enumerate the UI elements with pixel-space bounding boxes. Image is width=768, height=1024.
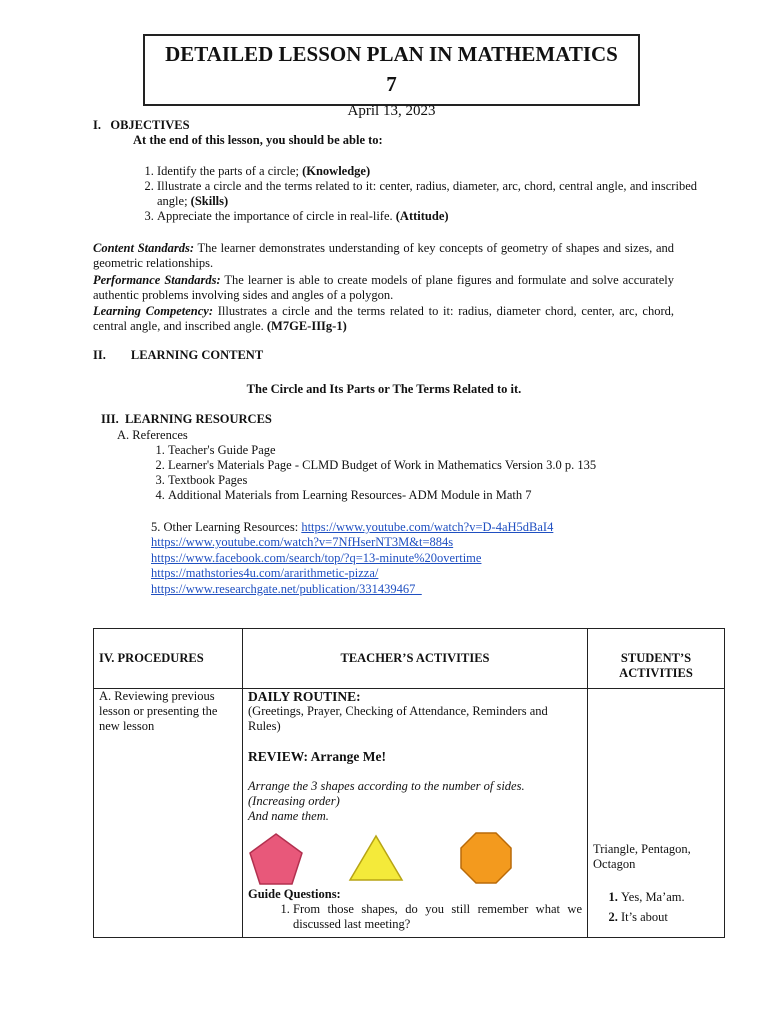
guide-questions-title: Guide Questions: (248, 887, 341, 901)
shapes-row (248, 824, 582, 886)
review-instructions: Arrange the 3 shapes according to the number of sides. (Increasing order) (248, 779, 525, 808)
student-response: 1. Yes, Ma’am. (621, 887, 719, 907)
resource-link[interactable]: https://www.youtube.com/watch?v=D-4aH5dBaI4 (301, 520, 554, 534)
learning-resources-heading: III. LEARNING RESOURCES (101, 412, 272, 426)
daily-routine-text: (Greetings, Prayer, Checking of Attendance, Reminders and Rules) (248, 704, 548, 733)
lesson-topic: The Circle and Its Parts or The Terms Related to it. (246, 382, 522, 396)
objectives-heading: I. OBJECTIVES (93, 118, 190, 132)
student-responses-list (593, 887, 719, 927)
pentagon-shape (248, 832, 304, 886)
guide-questions-list (248, 902, 582, 932)
student-answer: Triangle, Pentagon, Octagon (593, 842, 691, 871)
triangle-shape (348, 834, 404, 882)
other-resources (151, 520, 553, 535)
procedure-row (94, 689, 725, 938)
octagon-shape (459, 831, 513, 885)
student-activity-cell (588, 689, 725, 938)
title-box (143, 34, 640, 119)
objectives-intro: At the end of this lesson, you should be able to: (133, 133, 383, 147)
learning-competency: Learning Competency: Illustrates a circle and the terms related to it: radius, diameter chord, center, arc, chord, central angle, and inscribed angle. (M7GE-IIIg-1) (93, 304, 675, 333)
content-standards: Content Standards: The learner demonstrates understanding of key concepts of geometry of shapes and sizes, and geometric relationships. (93, 241, 674, 270)
daily-routine-title: DAILY ROUTINE: (248, 689, 361, 704)
resource-link[interactable]: https://mathstories4u.com/ararithmetic-pizza/ (151, 566, 379, 580)
procedures-column-header: IV. PROCEDURES (94, 629, 243, 689)
references-subheading: A. References (117, 428, 188, 442)
procedures-table (93, 628, 725, 938)
references-list (150, 443, 596, 503)
reference-item: 1. Teacher's Guide Page (168, 443, 596, 458)
objective-item: 1. Identify the parts of a circle; (Knowledge) (157, 164, 697, 179)
learning-content-heading: II. LEARNING CONTENT (93, 348, 264, 362)
guide-question: 1. From those shapes, do you still remember what we discussed last meeting? (293, 902, 582, 932)
procedures-header-row (94, 629, 725, 689)
resource-link[interactable]: https://www.youtube.com/watch?v=7NfHserNT3M&t=884s (151, 535, 454, 549)
reference-item: 4. Additional Materials from Learning Resources- ADM Module in Math 7 (168, 488, 596, 503)
objective-item: 3. Appreciate the importance of circle in real-life. (Attitude) (157, 209, 697, 224)
procedure-step: A. Reviewing previous lesson or presenting the new lesson (94, 689, 243, 938)
other-resources-label: 5. Other Learning Resources: (151, 520, 302, 534)
objectives-list (133, 164, 697, 224)
resource-link[interactable]: https://www.facebook.com/search/top/?q=13-minute%20overtime (151, 551, 482, 565)
review-instructions-name: And name them. (248, 809, 329, 823)
review-title: REVIEW: Arrange Me! (248, 749, 386, 764)
document-title-grade: 7 (386, 72, 397, 96)
teacher-activity-cell (243, 689, 588, 938)
document-title: DETAILED LESSON PLAN IN MATHEMATICS (165, 42, 618, 66)
performance-standards: Performance Standards: The learner is able to create models of plane figures and formulate and solve accurately authentic problems involving sides and angles of a polygon. (93, 273, 674, 302)
objective-item: 2. Illustrate a circle and the terms related to it: center, radius, diameter, arc, chord, central angle, and inscribed angle; (Skills) (157, 179, 697, 209)
reference-item: 2. Learner's Materials Page - CLMD Budget of Work in Mathematics Version 3.0 p. 135 (168, 458, 596, 473)
students-activities-header: STUDENT’S ACTIVITIES (588, 629, 725, 689)
student-response: 2. It’s about (621, 907, 719, 927)
teachers-activities-header: TEACHER’S ACTIVITIES (243, 629, 588, 689)
resource-link[interactable]: https://www.researchgate.net/publication/331439467_ (151, 582, 422, 596)
document-date: April 13, 2023 (347, 103, 436, 119)
reference-item: 3. Textbook Pages (168, 473, 596, 488)
